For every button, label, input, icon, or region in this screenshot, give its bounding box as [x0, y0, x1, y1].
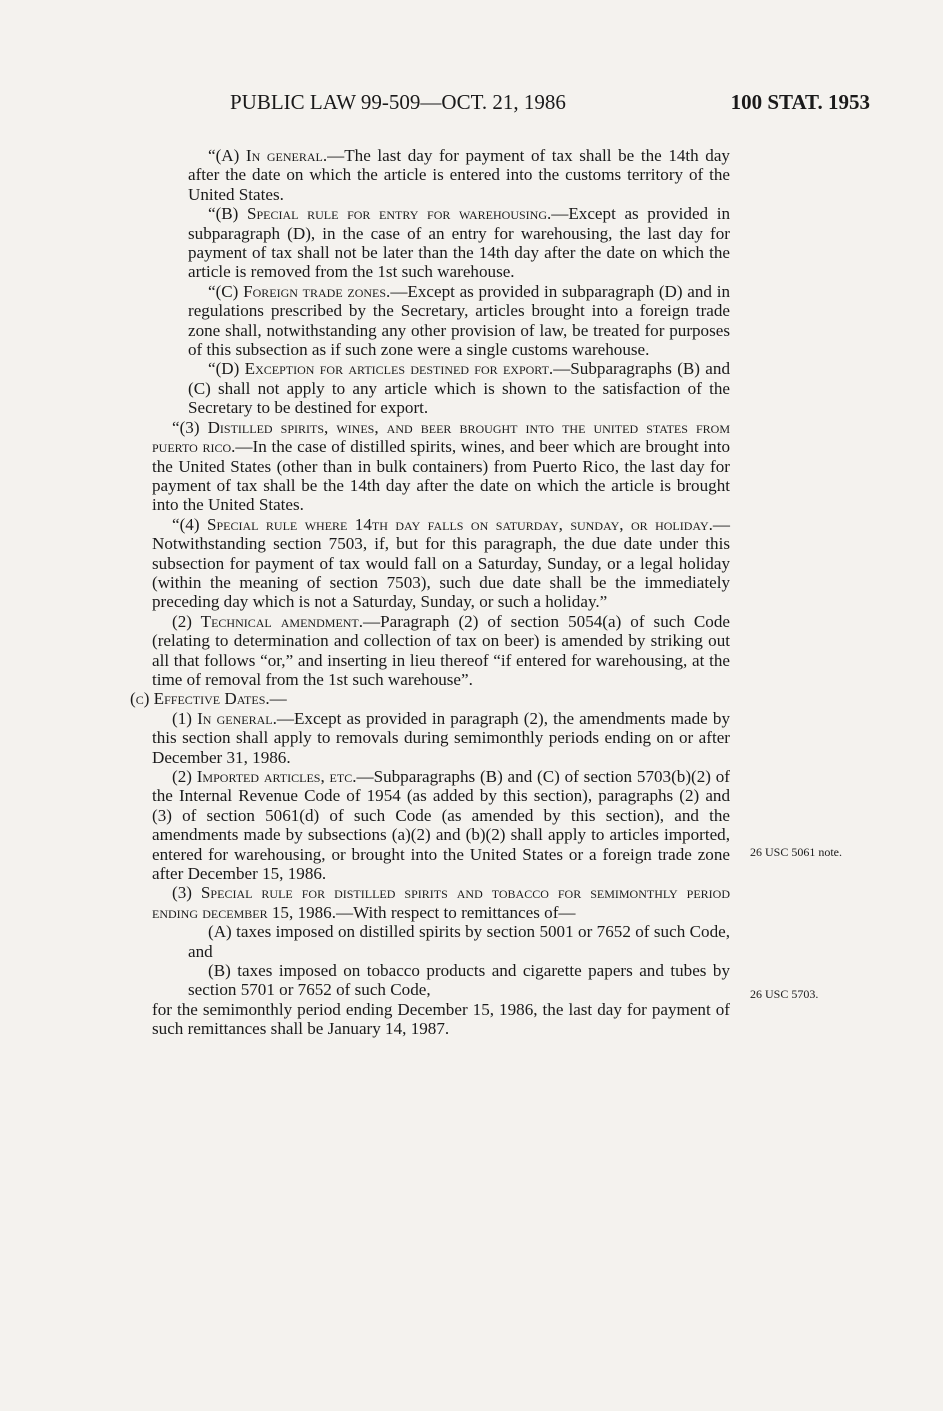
body-text [130, 146, 730, 1039]
paragraph-c2: (2) Imported articles, etc.—Subparagraphs (B) and (C) of section 5703(b)(2) of the Internal Revenue Code of 1954 (as added by this section), paragraphs (2) and (3) of section 5061(d) of such Code (as amended by this section), and the amendments made by subsections (a)(2) and (b)(2) shall apply to articles imported, entered for warehousing, or brought into the United States or a foreign trade zone after December 15, 1986. [152, 767, 730, 884]
header-stat: 100 STAT. 1953 [730, 90, 870, 114]
paragraph-4: “(4) Special rule where 14th day falls on saturday, sunday, or holiday.—Notwithstanding section 7503, if, but for this paragraph, the due date under this subsection for payment of tax would fall on a Saturday, Sunday, or a legal holiday (within the meaning of section 7503), such due date shall be the immediately preceding day which is not a Saturday, Sunday, or such a holiday.” [152, 514, 730, 612]
paragraph-c3: (3) Special rule for distilled spirits and tobacco for semimonthly period ending december 15, 1986.—With respect to remittances of— [152, 883, 730, 922]
paragraph-technical-amendment: (2) Technical amendment.—Paragraph (2) of section 5054(a) of such Code (relating to determination and collection of tax on beer) is amended by striking out all that follows “or,” and inserting in lieu thereof “if entered for warehousing, at the time of removal from the 1st such warehouse”. [152, 611, 730, 689]
paragraph-c: “(C) Foreign trade zones.—Except as provided in subparagraph (D) and in regulations prescribed by the Secretary, articles brought into a foreign trade zone shall, notwithstanding any other provision of law, be treated for purposes of this subsection as if such zone were a single customs warehouse. [188, 281, 730, 360]
header-title: PUBLIC LAW 99-509—OCT. 21, 1986 [230, 90, 566, 114]
paragraph-b: “(B) Special rule for entry for warehousing.—Except as provided in subparagraph (D), in the case of an entry for warehousing, the last day for payment of tax shall not be later than the 14th day after the date on which the article is removed from the 1st such warehouse. [188, 204, 730, 282]
paragraph-3: “(3) Distilled spirits, wines, and beer brought into the united states from puerto rico.—In the case of distilled spirits, wines, and beer which are brought into the United States (other than in bulk containers) from Puerto Rico, the last day for payment of tax shall be the 14th day after the date on which the article is brought into the United States. [152, 417, 730, 515]
running-header [230, 90, 870, 122]
paragraph-a: “(A) In general.—The last day for payment of tax shall be the 14th day after the date on which the article is entered into the customs territory of the United States. [188, 146, 730, 204]
paragraph-c3-b: (B) taxes imposed on tobacco products and cigarette papers and tubes by section 5701 or 7652 of such Code, [188, 961, 730, 1000]
paragraph-effective-dates: (c) Effective Dates.— [130, 689, 287, 709]
paragraph-c1: (1) In general.—Except as provided in paragraph (2), the amendments made by this section shall apply to removals during semimonthly periods ending on or after December 31, 1986. [152, 708, 730, 767]
paragraph-c3-a: (A) taxes imposed on distilled spirits by section 5001 or 7652 of such Code, and [188, 922, 730, 961]
side-note-5061: 26 USC 5061 note. [750, 845, 843, 859]
paragraph-c3-closing: for the semimonthly period ending December 15, 1986, the last day for payment of such remittances shall be January 14, 1987. [152, 999, 730, 1039]
side-note-5703: 26 USC 5703. [750, 987, 819, 1001]
paragraph-d: “(D) Exception for articles destined for export.—Subparagraphs (B) and (C) shall not apply to any article which is shown to the satisfaction of the Secretary to be destined for export. [188, 359, 730, 418]
